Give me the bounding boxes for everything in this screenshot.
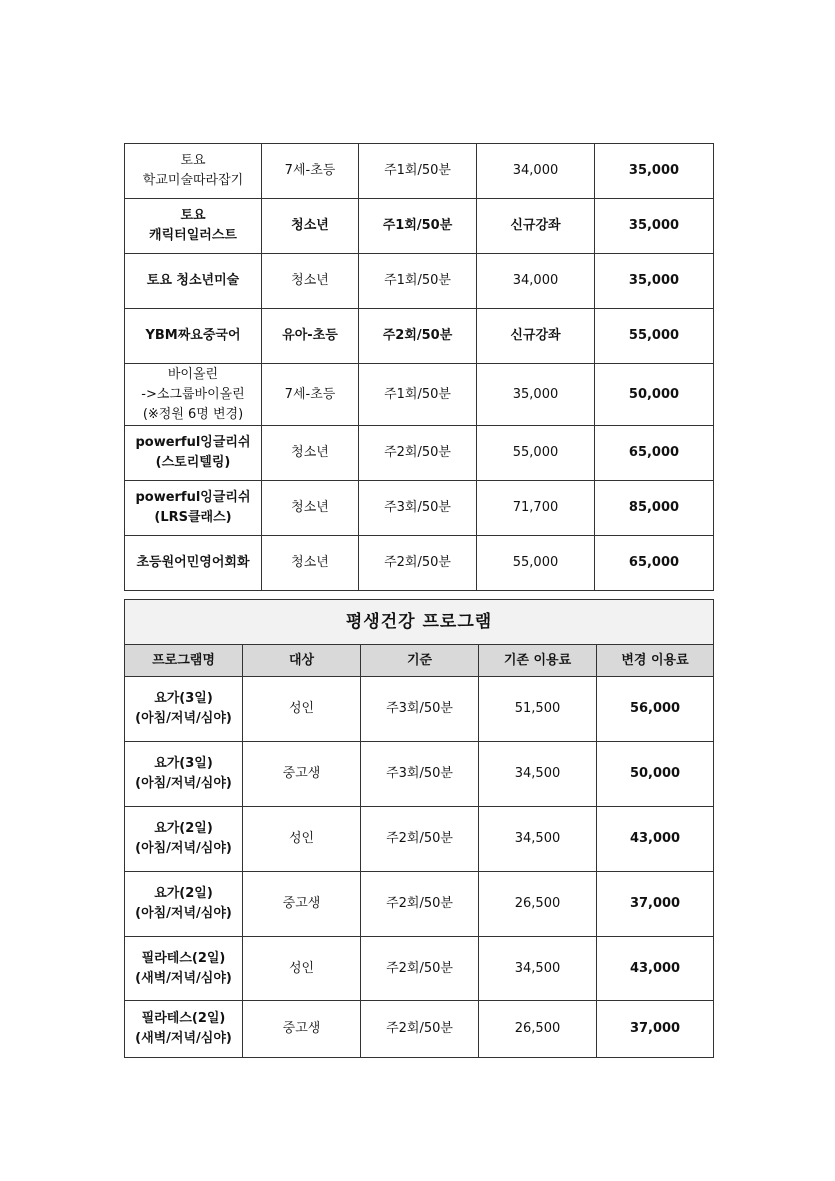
target-cell: 성인 <box>243 937 361 1001</box>
target-cell: 7세-초등 <box>262 364 359 426</box>
schedule-cell: 주1회/50분 <box>359 364 477 426</box>
new-fee-cell: 65,000 <box>595 536 714 591</box>
health-program-table <box>124 599 714 1058</box>
program-name-line: 토요 <box>180 153 206 168</box>
program-name-line: (아침/저녁/심야) <box>135 711 232 726</box>
table-row <box>125 536 714 591</box>
program-name-line: (아침/저녁/심야) <box>135 906 232 921</box>
target-cell: 성인 <box>243 677 361 742</box>
new-fee-cell: 43,000 <box>597 937 714 1001</box>
new-fee-cell: 55,000 <box>595 309 714 364</box>
program-name-line: 요가(3일) <box>154 691 213 706</box>
table-row <box>125 254 714 309</box>
section-title: 평생건강 프로그램 <box>125 600 714 645</box>
program-name-cell <box>125 309 262 364</box>
target-cell: 청소년 <box>262 199 359 254</box>
program-name-line: 초등원어민영어회화 <box>136 555 250 570</box>
new-fee-cell: 35,000 <box>595 199 714 254</box>
col-header-program: 프로그램명 <box>125 645 243 677</box>
new-fee-cell: 85,000 <box>595 481 714 536</box>
table-row <box>125 1001 714 1058</box>
new-fee-cell: 37,000 <box>597 872 714 937</box>
schedule-cell: 주2회/50분 <box>361 937 479 1001</box>
schedule-cell: 주1회/50분 <box>359 199 477 254</box>
program-name-line: 캐릭터일러스트 <box>149 228 237 243</box>
schedule-cell: 주2회/50분 <box>361 872 479 937</box>
new-fee-cell: 35,000 <box>595 144 714 199</box>
program-name-line: powerful잉글리쉬 <box>135 490 251 505</box>
new-fee-cell: 50,000 <box>595 364 714 426</box>
old-fee-cell: 34,500 <box>479 742 597 807</box>
table-row <box>125 144 714 199</box>
old-fee-cell: 26,500 <box>479 1001 597 1058</box>
schedule-cell: 주3회/50분 <box>361 742 479 807</box>
col-header-target: 대상 <box>243 645 361 677</box>
new-fee-cell: 56,000 <box>597 677 714 742</box>
schedule-cell: 주1회/50분 <box>359 254 477 309</box>
program-name-line: ->소그룹바이올린 <box>141 386 245 402</box>
program-name-line: powerful잉글리쉬 <box>135 435 251 450</box>
target-cell: 중고생 <box>243 1001 361 1058</box>
old-fee-cell: 34,000 <box>477 254 595 309</box>
old-fee-cell: 신규강좌 <box>477 309 595 364</box>
program-name-line: 요가(3일) <box>154 756 213 771</box>
table-row <box>125 364 714 426</box>
program-name-cell <box>125 742 243 807</box>
program-name-cell <box>125 677 243 742</box>
program-name-line: 바이올린 <box>167 366 219 382</box>
old-fee-cell: 34,500 <box>479 807 597 872</box>
program-name-line: 필라테스(2일) <box>141 950 226 966</box>
schedule-cell: 주2회/50분 <box>361 807 479 872</box>
program-name-cell <box>125 807 243 872</box>
table-row <box>125 807 714 872</box>
program-name-cell <box>125 481 262 536</box>
program-name-cell <box>125 872 243 937</box>
schedule-cell: 주2회/50분 <box>361 1001 479 1058</box>
program-name-cell <box>125 426 262 481</box>
new-fee-cell: 50,000 <box>597 742 714 807</box>
program-name-line: 토요 청소년미술 <box>146 273 240 288</box>
program-name-line: 학교미술따라잡기 <box>142 173 244 188</box>
table-row <box>125 481 714 536</box>
old-fee-cell: 55,000 <box>477 426 595 481</box>
program-name-cell <box>125 364 262 426</box>
program-name-line: 토요 <box>180 208 206 223</box>
program-name-line: (새벽/저녁/심야) <box>135 1031 232 1046</box>
program-name-line: (아침/저녁/심야) <box>135 841 232 856</box>
program-name-line: 요가(2일) <box>154 886 213 901</box>
table-row <box>125 199 714 254</box>
col-header-new-fee: 변경 이용료 <box>597 645 714 677</box>
program-name-cell <box>125 254 262 309</box>
new-fee-cell: 37,000 <box>597 1001 714 1058</box>
new-fee-cell: 43,000 <box>597 807 714 872</box>
program-name-line: 필라테스(2일) <box>141 1011 226 1026</box>
old-fee-cell: 35,000 <box>477 364 595 426</box>
upper-fee-table <box>124 143 714 591</box>
old-fee-cell: 34,500 <box>479 937 597 1001</box>
old-fee-cell: 55,000 <box>477 536 595 591</box>
schedule-cell: 주1회/50분 <box>359 144 477 199</box>
target-cell: 청소년 <box>262 426 359 481</box>
schedule-cell: 주2회/50분 <box>359 536 477 591</box>
program-name-cell <box>125 199 262 254</box>
program-name-line: YBM짜요중국어 <box>145 328 241 343</box>
col-header-old-fee: 기존 이용료 <box>479 645 597 677</box>
program-name-line: (LRS클래스) <box>154 510 232 525</box>
table-row <box>125 872 714 937</box>
table-row <box>125 742 714 807</box>
target-cell: 유아-초등 <box>262 309 359 364</box>
new-fee-cell: 35,000 <box>595 254 714 309</box>
col-header-schedule: 기준 <box>361 645 479 677</box>
old-fee-cell: 신규강좌 <box>477 199 595 254</box>
table-row <box>125 309 714 364</box>
target-cell: 청소년 <box>262 536 359 591</box>
target-cell: 7세-초등 <box>262 144 359 199</box>
program-name-line: (아침/저녁/심야) <box>135 776 232 791</box>
old-fee-cell: 71,700 <box>477 481 595 536</box>
schedule-cell: 주3회/50분 <box>359 481 477 536</box>
table-row <box>125 426 714 481</box>
program-name-cell <box>125 144 262 199</box>
program-name-line: (※정원 6명 변경) <box>142 406 244 422</box>
table-row <box>125 677 714 742</box>
program-name-cell <box>125 536 262 591</box>
program-name-cell <box>125 1001 243 1058</box>
target-cell: 중고생 <box>243 742 361 807</box>
program-name-line: (새벽/저녁/심야) <box>135 970 232 986</box>
schedule-cell: 주2회/50분 <box>359 309 477 364</box>
target-cell: 성인 <box>243 807 361 872</box>
schedule-cell: 주2회/50분 <box>359 426 477 481</box>
schedule-cell: 주3회/50분 <box>361 677 479 742</box>
target-cell: 청소년 <box>262 481 359 536</box>
header-row <box>125 645 714 677</box>
program-name-line: (스토리텔링) <box>155 455 231 470</box>
target-cell: 중고생 <box>243 872 361 937</box>
table-row <box>125 937 714 1001</box>
old-fee-cell: 34,000 <box>477 144 595 199</box>
new-fee-cell: 65,000 <box>595 426 714 481</box>
target-cell: 청소년 <box>262 254 359 309</box>
program-name-cell <box>125 937 243 1001</box>
program-name-line: 요가(2일) <box>154 821 213 836</box>
old-fee-cell: 51,500 <box>479 677 597 742</box>
old-fee-cell: 26,500 <box>479 872 597 937</box>
